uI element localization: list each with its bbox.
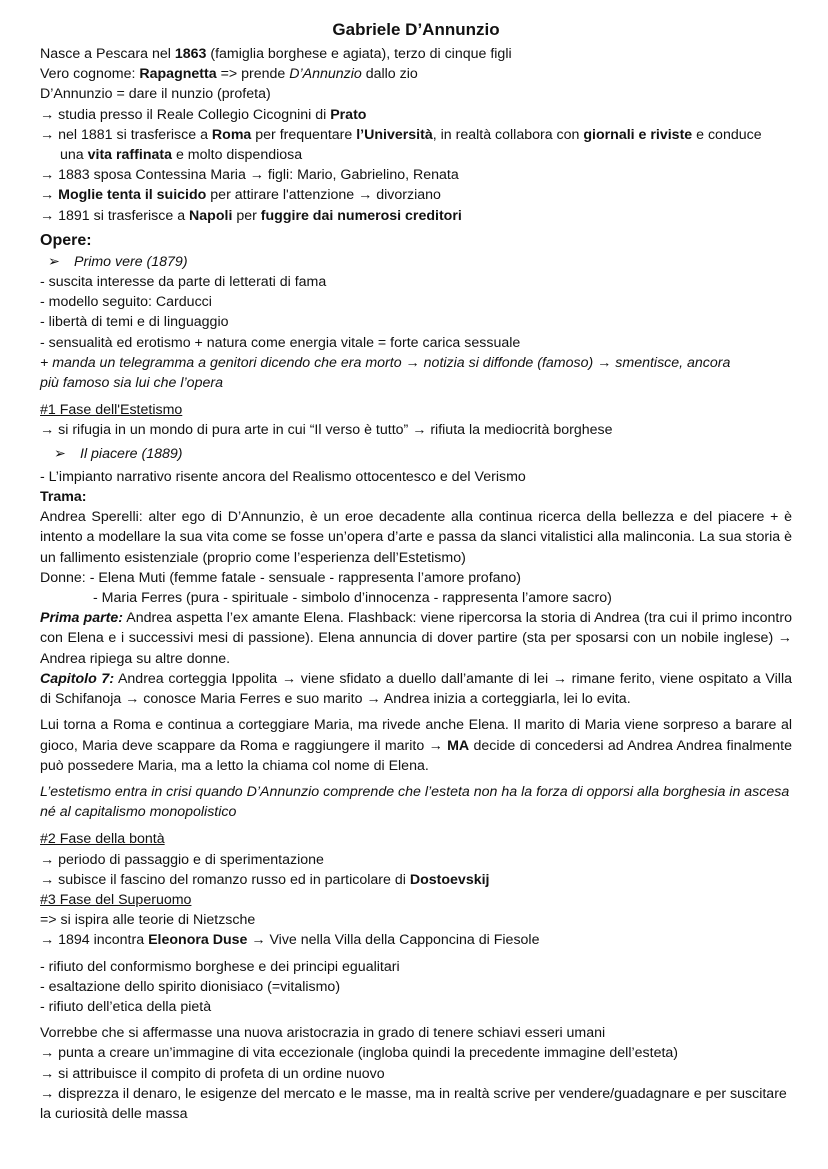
- fase3-line-denaro: → disprezza il denaro, le esigenze del mercato e le masse, ma in realtà scrive per vendere/guadagnare e per suscitare la curiosità delle massa: [40, 1085, 787, 1122]
- page-title: Gabriele D’Annunzio: [332, 20, 500, 39]
- fase3-line: => si ispira alle teorie di Nietzsche: [40, 912, 256, 929]
- fase3-line: → punta a creare un’immagine di vita eccezionale (ingloba quindi la precedente immagine dell’esteta): [40, 1045, 679, 1062]
- bio-line-nunzio: D’Annunzio = dare il nunzio (profeta): [40, 86, 271, 103]
- arrow-bullet-icon: ➢: [54, 445, 66, 462]
- opere-line: - suscita interesse da parte di letterati di fama: [40, 274, 327, 291]
- opere-line: - sensualità ed erotismo + natura come energia vitale = forte carica sessuale: [40, 334, 521, 351]
- fase1-line: → si rifugia in un mondo di pura arte in cui “Il verso è tutto” → rifiuta la mediocrità borghese: [40, 422, 613, 439]
- trama-heading: Trama:: [40, 489, 87, 506]
- fase3-line: - esaltazione dello spirito dionisiaco (=vitalismo): [40, 978, 341, 995]
- fase3-line: Vorrebbe che si affermasse una nuova aristocrazia in grado di tenere schiavi esseri umani: [40, 1025, 606, 1042]
- fase2-heading: #2 Fase della bontà: [40, 831, 165, 848]
- crisi-paragraph: L’estetismo entra in crisi quando D’Annunzio comprende che l’esteta non ha la forza di opporsi alla borghesia in ascesa né al capitalismo monopolistico: [40, 783, 790, 821]
- bio-line-prato: → studia presso il Reale Collegio Cicognini di Prato: [40, 106, 367, 123]
- fase3-line-duse: → 1894 incontra Eleonora Duse → Vive nella Villa della Capponcina di Fiesole: [40, 932, 540, 949]
- document-page: [40, 18, 792, 1124]
- prima-parte-paragraph: Prima parte: Andrea aspetta l’ex amante Elena. Flashback: viene ripercorsa la storia di Andrea (tra cui il primo incontro con Elena e i successivi mesi di passione). Elena annuncia di dover partire (sta per sposarsi con un nobile inglese) → Andrea ripiega su altre donne.: [40, 610, 792, 667]
- il-piacere-title: ➢ Il piacere (1889): [40, 444, 792, 464]
- donne-line-1: Donne: - Elena Muti (femme fatale - sensuale - rappresenta l’amore profano): [40, 569, 522, 586]
- bio-line-birth: Nasce a Pescara nel 1863 (famiglia borghese e agiata), terzo di cinque figli: [40, 46, 512, 62]
- opere-line: - libertà di temi e di linguaggio: [40, 314, 229, 331]
- opere-line-telegram-cont: più famoso sia lui che l’opera: [40, 375, 223, 392]
- bio-line-roma-cont: una vita raffinata e molto dispendiosa: [60, 147, 303, 164]
- fase2-line-dostoevskij: → subisce il fascino del romanzo russo ed in particolare di Dostoevskij: [40, 871, 490, 888]
- opere-line-telegram: + manda un telegramma a genitori dicendo che era morto → notizia si diffonde (famoso) → smentisce, ancora: [40, 354, 731, 371]
- bio-line-marriage: → 1883 sposa Contessina Maria → figli: Mario, Gabrielino, Renata: [40, 167, 459, 184]
- fase3-heading: #3 Fase del Superuomo: [40, 891, 192, 908]
- fase3-line: → si attribuisce il compito di profeta di un ordine nuovo: [40, 1065, 385, 1082]
- donne-line-2: - Maria Ferres (pura - spirituale - simbolo d’innocenza - rappresenta l’amore sacro): [93, 590, 612, 607]
- bio-line-wife: → Moglie tenta il suicido per attirare l'attenzione → divorziano: [40, 187, 441, 204]
- fase2-line: → periodo di passaggio e di sperimentazione: [40, 851, 324, 868]
- roma-paragraph: Lui torna a Roma e continua a corteggiare Maria, ma rivede anche Elena. Il marito di Maria viene sorpreso a barare al gioco, Maria deve scappare da Roma e raggiungere il marito → MA decide di concedersi ad Andrea Andrea finalmente può possedere Maria, ma a letto la chiama col nome di Elena.: [40, 717, 792, 774]
- opere-line: - modello seguito: Carducci: [40, 294, 212, 311]
- arrow-bullet-icon: ➢: [48, 253, 60, 270]
- fase1-heading: #1 Fase dell'Estetismo: [40, 402, 183, 419]
- fase1-line: - L’impianto narrativo risente ancora del Realismo ottocentesco e del Verismo: [40, 468, 526, 485]
- bio-line-surname: Vero cognome: Rapagnetta => prende D’Annunzio dallo zio: [40, 66, 418, 83]
- fase3-line: - rifiuto dell’etica della pietà: [40, 998, 212, 1015]
- primo-vere-title: ➢ Primo vere (1879): [40, 252, 792, 272]
- opere-heading: Opere:: [40, 231, 92, 249]
- fase3-line: - rifiuto del conformismo borghese e dei principi egualitari: [40, 958, 400, 975]
- bio-line-roma: → nel 1881 si trasferisce a Roma per frequentare l’Università, in realtà collabora con giornali e riviste e conduce: [40, 126, 762, 143]
- trama-paragraph: Andrea Sperelli: alter ego di D’Annunzio, è un eroe decadente alla continua ricerca della bellezza e del piacere + è intento a modellare la sua vita come se fosse un’opera d’arte e passa da slanci vitalistici alla malinconia. La sua storia è un fallimento esistenziale (proprio come l’esperienza dell’Estetismo): [40, 509, 792, 566]
- bio-line-napoli: → 1891 si trasferisce a Napoli per fuggire dai numerosi creditori: [40, 207, 462, 224]
- capitolo7-paragraph: Capitolo 7: Andrea corteggia Ippolita → viene sfidato a duello dall’amante di lei → rimane ferito, viene ospitato a Villa di Schifanoja → conosce Maria Ferres e suo marito → Andrea inizia a corteggiarla, lei lo evita.: [40, 670, 792, 708]
